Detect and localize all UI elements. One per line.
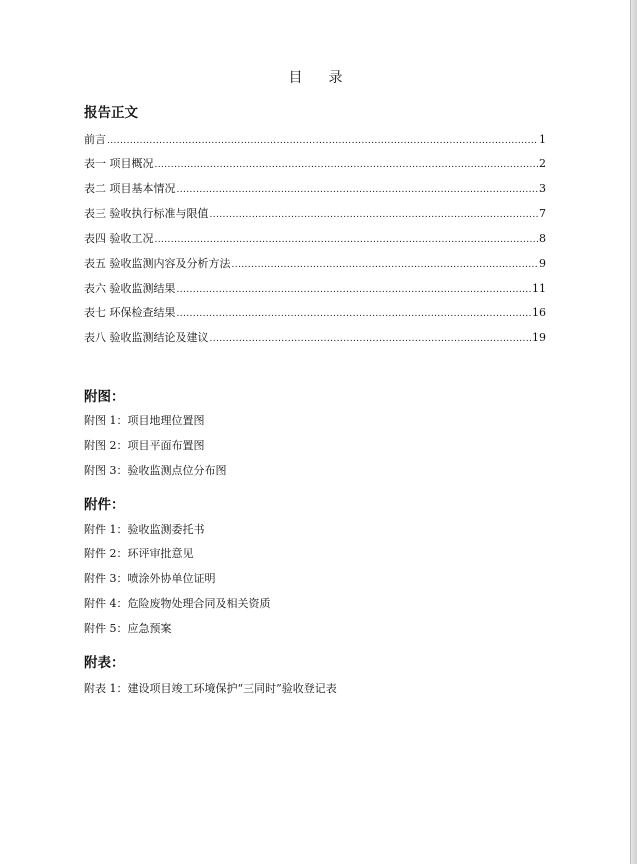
toc-page-number: 19 (532, 331, 546, 344)
toc-page-number: 2 (539, 157, 546, 170)
document-title (0, 67, 631, 87)
attachments-heading: 附件： (84, 497, 125, 513)
figure-item[interactable]: 附图 2：项目平面布置图 (84, 439, 205, 452)
toc-entry[interactable] (84, 282, 546, 296)
table-item[interactable]: 附表 1：建设项目竣工环境保护“三同时”验收登记表 (84, 682, 337, 695)
page-edge-divider (630, 0, 637, 864)
toc-entry[interactable] (84, 182, 546, 196)
toc-leader (155, 158, 539, 172)
toc-entry[interactable] (84, 232, 546, 246)
figure-item[interactable]: 附图 3：验收监测点位分布图 (84, 464, 227, 477)
toc-page-number: 1 (539, 133, 546, 146)
toc-label: 表二 项目基本情况 (84, 182, 176, 195)
toc-entry[interactable] (84, 331, 546, 345)
toc-leader (232, 258, 539, 272)
toc-entry[interactable] (84, 157, 546, 171)
title-char-2: 录 (328, 70, 343, 86)
toc-page-number: 16 (532, 306, 546, 319)
toc-leader (210, 208, 539, 222)
attachment-item[interactable]: 附件 2：环评审批意见 (84, 547, 194, 560)
toc-leader (177, 183, 539, 197)
toc-entry[interactable] (84, 257, 546, 271)
figure-item[interactable]: 附图 1：项目地理位置图 (84, 414, 205, 427)
toc-entry[interactable] (84, 133, 546, 147)
toc-label: 表四 验收工况 (84, 232, 154, 245)
toc-label: 表一 项目概况 (84, 157, 154, 170)
main-heading: 报告正文 (84, 105, 138, 121)
toc-leader (177, 283, 532, 297)
attachment-item[interactable]: 附件 4：危险废物处理合同及相关资质 (84, 597, 271, 610)
toc-page-number: 9 (539, 257, 546, 270)
attachment-item[interactable]: 附件 3：喷涂外协单位证明 (84, 572, 216, 585)
figures-heading: 附图： (84, 389, 125, 405)
toc-entry[interactable] (84, 207, 546, 221)
toc-page-number: 8 (539, 232, 546, 245)
toc-leader (177, 307, 532, 321)
attachment-item[interactable]: 附件 5：应急预案 (84, 622, 172, 635)
title-char-1: 目 (288, 70, 303, 86)
toc-leader (155, 233, 539, 247)
toc-page-number: 7 (539, 207, 546, 220)
toc-label: 表三 验收执行标准与限值 (84, 207, 209, 220)
toc-label: 表七 环保检查结果 (84, 306, 176, 319)
toc-entry[interactable] (84, 306, 546, 320)
toc-leader (107, 134, 538, 148)
attachment-item[interactable]: 附件 1：验收监测委托书 (84, 523, 205, 536)
toc-label: 表八 验收监测结论及建议 (84, 331, 209, 344)
tables-heading: 附表： (84, 655, 125, 671)
toc-leader (210, 332, 532, 346)
toc-label: 表六 验收监测结果 (84, 282, 176, 295)
toc-label: 前言 (84, 133, 106, 146)
toc-page-number: 11 (532, 282, 546, 295)
toc-label: 表五 验收监测内容及分析方法 (84, 257, 231, 270)
toc-page-number: 3 (539, 182, 546, 195)
